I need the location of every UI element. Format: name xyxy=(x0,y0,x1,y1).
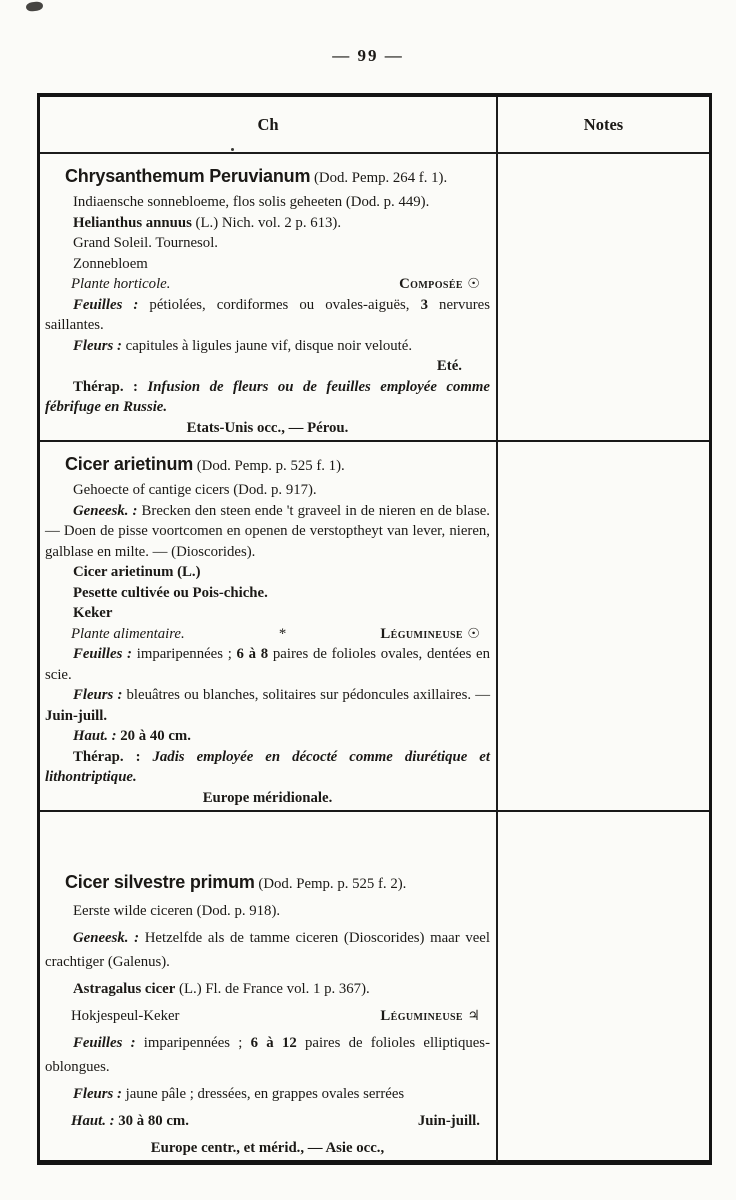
entry-line xyxy=(45,1004,490,1028)
reference-citation: (Dod. Pemp. 264 f. 1). xyxy=(310,170,448,186)
text-run: Zonnebloem xyxy=(73,255,148,272)
text-run: Pesette cultivée ou Pois-chiche. xyxy=(73,584,268,601)
entry-line xyxy=(45,644,490,685)
text-run: Infusion de fleurs ou de feuilles employée comme fébrifuge en Russie. xyxy=(45,378,490,415)
entry-line xyxy=(45,501,490,563)
entry-line xyxy=(45,336,490,357)
page-number: — 99 — xyxy=(332,46,404,65)
text-run: Astragalus cicer xyxy=(73,981,176,997)
reference-citation: (Dod. Pemp. p. 525 f. 1). xyxy=(193,458,345,474)
text-run: Fleurs : xyxy=(73,687,123,703)
entry-line xyxy=(45,926,490,974)
text-run: (L.) Fl. de France vol. 1 p. 367). xyxy=(175,981,370,997)
entry-line xyxy=(45,192,490,213)
entry-line xyxy=(45,624,490,645)
notes-cell xyxy=(498,154,709,440)
text-run: Plante alimentaire. xyxy=(71,625,185,642)
plant-family-label: Légumineuse xyxy=(380,625,463,642)
text-run: * xyxy=(278,625,287,642)
column-header-ch: Ch xyxy=(40,97,498,152)
table-row xyxy=(40,154,709,442)
text-run: Fleurs : xyxy=(73,1086,122,1102)
line-part xyxy=(279,624,286,645)
text-run: Geneesk. : xyxy=(73,930,140,946)
text-run: Hetzelfde als de tamme ciceren (Dioscorides) maar veel crachtiger (Galenus). xyxy=(45,930,490,970)
entry-line xyxy=(45,788,490,809)
text-run: capitules à ligules jaune vif, disque noir velouté. xyxy=(121,337,413,354)
text-run: 6 à 8 xyxy=(236,646,269,662)
text-run: pétiolées, cordiformes ou ovales-aiguës, xyxy=(138,296,421,313)
plant-duration-symbol-icon: ☉ xyxy=(462,625,480,642)
entry-line xyxy=(45,1082,490,1106)
entry-line xyxy=(45,583,490,604)
entry-cicer-arietinum xyxy=(40,442,498,810)
text-run: bleuâtres ou blanches, solitaires sur pédoncules axillaires. — xyxy=(122,687,490,703)
entry-cicer-silvestre-primum xyxy=(40,812,498,1162)
line-part xyxy=(380,624,480,645)
text-run: Etats-Unis occ., — Pérou. xyxy=(186,419,349,436)
line-part xyxy=(418,1109,480,1133)
text-run: Juin-juill. xyxy=(45,707,108,724)
entry-line xyxy=(45,1136,490,1160)
text-run: Europe centr., et mérid., — Asie occ., xyxy=(150,1140,385,1156)
entry-line xyxy=(45,274,490,295)
text-run: 30 à 80 cm. xyxy=(114,1113,189,1129)
text-run: Eté. xyxy=(436,358,462,374)
text-run: Feuilles : xyxy=(73,646,132,662)
entry-line xyxy=(45,418,490,439)
text-run: Fleurs : xyxy=(73,337,122,354)
text-run: Feuilles : xyxy=(73,1035,136,1051)
species-heading-line xyxy=(45,451,490,480)
text-run: Keker xyxy=(73,605,113,621)
text-run: Helianthus annuus xyxy=(73,214,192,231)
text-run: 3 xyxy=(420,296,428,313)
entry-line xyxy=(45,562,490,583)
text-run: Grand Soleil. Tournesol. xyxy=(73,235,218,251)
plant-family-label: Composée xyxy=(399,276,463,292)
text-run: Plante horticole. xyxy=(71,276,171,292)
line-part xyxy=(71,624,185,645)
notes-cell xyxy=(498,442,709,810)
entry-line xyxy=(45,356,490,377)
text-run: Cicer arietinum (L.) xyxy=(73,564,201,580)
entry-line xyxy=(45,254,490,275)
entry-line xyxy=(45,1109,490,1133)
plant-duration-symbol-icon: ♃ xyxy=(462,1008,480,1024)
entry-line xyxy=(45,977,490,1001)
blank-space xyxy=(45,821,490,867)
notes-cell xyxy=(498,812,709,1162)
line-part xyxy=(399,274,480,295)
entry-line xyxy=(45,685,490,726)
text-run: (L.) Nich. vol. 2 p. 613). xyxy=(191,214,342,231)
entry-line xyxy=(45,603,490,624)
species-heading-line xyxy=(45,870,490,896)
entry-line xyxy=(45,377,490,418)
text-run: nervures saillantes. xyxy=(45,296,490,333)
text-run: Haut. : xyxy=(73,728,117,744)
text-run: imparipennées ; xyxy=(131,646,237,662)
entry-line xyxy=(45,1031,490,1079)
entry-line xyxy=(45,899,490,923)
species-heading-line xyxy=(45,163,490,192)
plant-family-label: Légumineuse xyxy=(380,1008,463,1024)
entry-chrysanthemum-peruvianum xyxy=(40,154,498,440)
text-run: Hokjespeul-Keker xyxy=(71,1008,180,1024)
species-name: Cicer arietinum xyxy=(65,454,194,474)
text-run: 6 à 12 xyxy=(250,1035,297,1051)
species-name: Cicer silvestre primum xyxy=(65,872,255,892)
text-run: Haut. : xyxy=(71,1113,115,1129)
table-header-row xyxy=(40,97,709,154)
table-row xyxy=(40,442,709,812)
text-run: Juin-juill. xyxy=(417,1113,480,1129)
ink-speck xyxy=(231,148,234,151)
text-run: Eerste wilde ciceren (Dod. p. 918). xyxy=(73,903,281,919)
text-run: Geneesk. : xyxy=(73,502,138,519)
entry-line xyxy=(45,295,490,336)
species-name: Chrysanthemum Peruvianum xyxy=(65,166,311,186)
text-run: imparipennées ; xyxy=(135,1035,251,1051)
text-run: paires de folioles elliptiques-oblongues. xyxy=(45,1035,490,1075)
plant-duration-symbol-icon: ☉ xyxy=(462,276,480,292)
text-run: Jadis employée en décocté comme diurétique et lithontriptique. xyxy=(45,748,490,785)
column-header-notes: Notes xyxy=(583,114,624,134)
line-part xyxy=(71,1109,189,1133)
text-run: jaune pâle ; dressées, en grappes ovales serrées xyxy=(121,1086,405,1102)
text-run: 20 à 40 cm. xyxy=(116,728,191,744)
entry-line xyxy=(45,726,490,747)
reference-citation: (Dod. Pemp. p. 525 f. 2). xyxy=(254,876,407,892)
text-run: Thérap. : xyxy=(73,748,141,765)
line-part xyxy=(71,1004,179,1028)
table-body xyxy=(40,154,709,1162)
entry-line xyxy=(45,233,490,254)
entry-line xyxy=(45,480,490,501)
text-run: paires de folioles ovales, dentées en scie. xyxy=(45,646,491,683)
line-part xyxy=(380,1004,480,1028)
text-run: Brecken den steen ende 't graveel in de nieren en de blase. — Doen de pisse voortcomen en openen de verstoptheyt van lever, nieren, galblase en milte. — (Dioscorides). xyxy=(45,502,490,560)
entry-line xyxy=(45,747,490,788)
scan-smudge xyxy=(26,1,44,12)
text-run: Gehoecte of cantige cicers (Dod. p. 917). xyxy=(73,482,317,498)
table-row xyxy=(40,812,709,1162)
text-run: Feuilles : xyxy=(73,296,139,313)
text-run: Europe méridionale. xyxy=(202,789,333,806)
entry-line xyxy=(45,213,490,234)
text-run: Thérap. : xyxy=(73,378,138,395)
text-run: Indiaensche sonnebloeme, flos solis geheeten (Dod. p. 449). xyxy=(73,194,430,210)
botanical-table xyxy=(37,93,712,1165)
line-part xyxy=(71,274,170,295)
